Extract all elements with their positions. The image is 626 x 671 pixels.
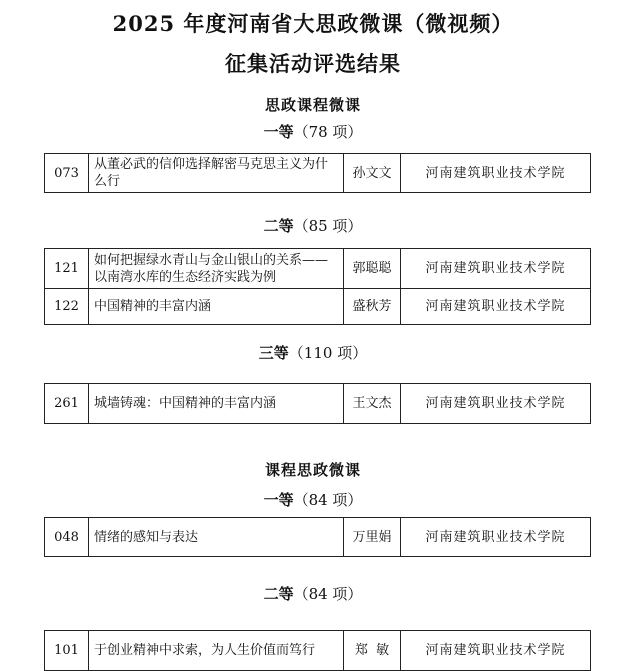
table-row (45, 518, 591, 557)
table-row (45, 249, 591, 289)
entry-number: 048 (45, 518, 89, 557)
entry-title: 情绪的感知与表达 (89, 518, 344, 557)
grade-heading-third (0, 342, 626, 363)
grade-label: 二等 (263, 217, 294, 235)
table-row (45, 384, 591, 424)
award-table (44, 383, 591, 424)
document-subtitle: 征集活动评选结果 (225, 51, 401, 76)
entry-author: 盛秋芳 (344, 289, 401, 325)
entry-school: 河南建筑职业技术学院 (401, 249, 591, 289)
entry-school: 河南建筑职业技术学院 (401, 631, 591, 671)
entry-title: 于创业精神中求索，为人生价值而笃行 (89, 631, 344, 671)
section-heading-course-sizheng: 课程思政微课 (264, 461, 361, 479)
entry-title: 从董必武的信仰选择解密马克思主义为什么行 (89, 154, 344, 193)
award-table (44, 517, 591, 557)
entry-author: 孙文文 (344, 154, 401, 193)
grade-count: （84 项） (293, 585, 363, 603)
table-row (45, 289, 591, 325)
entry-number: 261 (45, 384, 89, 424)
table-row (45, 154, 591, 193)
grade-label: 三等 (258, 344, 289, 362)
grade-count: （110 项） (288, 344, 368, 362)
entry-number: 101 (45, 631, 89, 671)
grade-heading-second (0, 215, 626, 236)
award-table (44, 248, 591, 325)
document-title: 2025 年度河南省大思政微课（微视频） (112, 11, 514, 36)
entry-school: 河南建筑职业技术学院 (401, 154, 591, 193)
entry-school: 河南建筑职业技术学院 (401, 289, 591, 325)
entry-school: 河南建筑职业技术学院 (401, 518, 591, 557)
grade-label: 一等 (263, 123, 294, 141)
award-table (44, 630, 591, 671)
grade-count: （84 项） (293, 491, 363, 509)
grade-heading-second (0, 583, 626, 604)
grade-label: 二等 (263, 585, 294, 603)
grade-count: （85 项） (293, 217, 363, 235)
award-table (44, 153, 591, 193)
entry-author: 郑 敏 (344, 631, 401, 671)
entry-author: 郭聪聪 (344, 249, 401, 289)
grade-heading-first (0, 121, 626, 142)
entry-number: 073 (45, 154, 89, 193)
entry-number: 121 (45, 249, 89, 289)
entry-school: 河南建筑职业技术学院 (401, 384, 591, 424)
grade-count: （78 项） (293, 123, 363, 141)
grade-label: 一等 (263, 491, 294, 509)
entry-author: 王文杰 (344, 384, 401, 424)
entry-number: 122 (45, 289, 89, 325)
entry-title: 城墙铸魂：中国精神的丰富内涵 (89, 384, 344, 424)
entry-title: 如何把握绿水青山与金山银山的关系——以南湾水库的生态经济实践为例 (89, 249, 344, 289)
entry-title: 中国精神的丰富内涵 (89, 289, 344, 325)
section-heading-sizheng-course: 思政课程微课 (264, 96, 361, 114)
entry-author: 万里娟 (344, 518, 401, 557)
grade-heading-first (0, 489, 626, 510)
table-row (45, 631, 591, 671)
